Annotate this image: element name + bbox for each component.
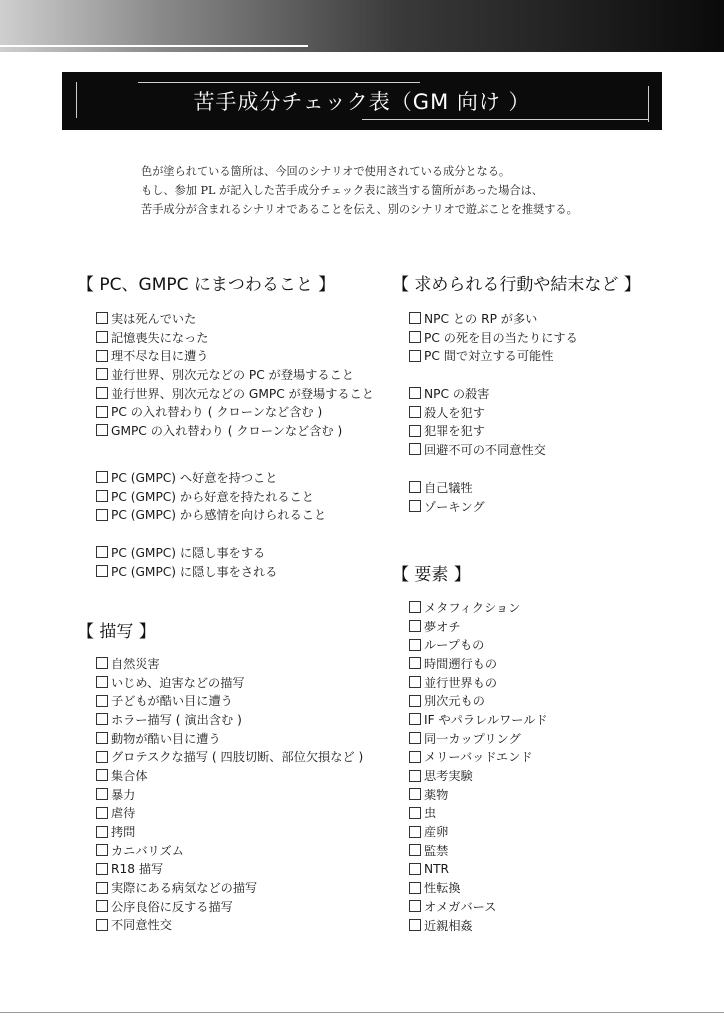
checklist-item[interactable] — [409, 635, 548, 654]
checklist-item[interactable] — [96, 766, 363, 785]
checkbox[interactable] — [96, 676, 108, 688]
title-deco-line — [362, 119, 648, 120]
checklist-item[interactable] — [409, 804, 548, 823]
checkbox[interactable] — [96, 769, 108, 781]
checklist-action — [409, 309, 578, 365]
header-bar — [0, 0, 724, 52]
checklist-item[interactable] — [96, 860, 363, 879]
title-banner — [62, 72, 662, 130]
checkbox[interactable] — [409, 695, 421, 707]
checklist-item-label: PC (GMPC) へ好意を持つこと — [111, 470, 278, 485]
checklist-item[interactable] — [409, 766, 548, 785]
checklist-item-label: NTR — [424, 861, 450, 876]
checklist-item[interactable] — [96, 916, 363, 935]
checklist-item[interactable] — [409, 860, 548, 879]
checklist-item-label: 虫 — [424, 806, 437, 821]
checklist-item-label: 動物が酷い目に遭う — [111, 731, 221, 746]
checklist-item[interactable] — [409, 729, 548, 748]
header-underline — [0, 45, 308, 47]
checklist-item-label: PC (GMPC) から感情を向けられること — [111, 508, 327, 523]
checklist-item-label: NPC との RP が多い — [424, 311, 538, 326]
checklist-item[interactable] — [96, 365, 374, 384]
checklist-item-label: 集合体 — [111, 768, 148, 783]
checklist-pc — [96, 309, 374, 440]
checklist-item-label: 同一カップリング — [424, 731, 521, 746]
checkbox[interactable] — [409, 406, 421, 418]
section-heading-depiction: 【 描写 】 — [77, 622, 156, 642]
checkbox[interactable] — [409, 676, 421, 688]
checklist-item-label: 夢オチ — [424, 619, 461, 634]
title-deco-line — [76, 82, 77, 118]
checklist-item[interactable] — [96, 562, 277, 581]
checklist-item[interactable] — [409, 916, 548, 935]
checklist-item[interactable] — [96, 710, 363, 729]
checklist-item[interactable] — [96, 402, 374, 421]
checklist-item-label: PC の死を目の当たりにする — [424, 330, 578, 345]
checklist-item-label: 思考実験 — [424, 769, 473, 784]
checklist-item-label: PC の入れ替わり ( クローンなど含む ) — [111, 405, 323, 420]
checklist-item-label: 子どもが酷い目に遭う — [111, 694, 233, 709]
checklist-depiction — [96, 654, 363, 934]
checklist-pc-affection — [96, 468, 326, 524]
checkbox[interactable] — [409, 732, 421, 744]
checklist-item-label: 暴力 — [111, 787, 136, 802]
checklist-item[interactable] — [96, 487, 326, 506]
checklist-item[interactable] — [96, 841, 363, 860]
checklist-item-label: 自己犠牲 — [424, 480, 473, 495]
checkbox[interactable] — [409, 443, 421, 455]
checklist-item[interactable] — [96, 543, 277, 562]
checklist-item[interactable] — [409, 328, 578, 347]
checkbox[interactable] — [96, 863, 108, 875]
checklist-item-label: メリーバッドエンド — [424, 750, 533, 765]
checkbox[interactable] — [409, 751, 421, 763]
title-deco-line — [138, 82, 420, 83]
checkbox[interactable] — [409, 826, 421, 838]
checkbox[interactable] — [409, 425, 421, 437]
checkbox[interactable] — [96, 406, 108, 418]
checklist-item-label: 殺人を犯す — [424, 405, 485, 420]
checkbox[interactable] — [96, 565, 108, 577]
checklist-item[interactable] — [409, 598, 548, 617]
checkbox[interactable] — [96, 490, 108, 502]
checkbox[interactable] — [96, 882, 108, 894]
checklist-item[interactable] — [96, 654, 363, 673]
checklist-item-label: 自然災害 — [111, 656, 160, 671]
checklist-item[interactable] — [96, 505, 326, 524]
checkbox[interactable] — [96, 387, 108, 399]
checkbox[interactable] — [409, 863, 421, 875]
checklist-item-label: IF やパラレルワールド — [424, 712, 548, 727]
checkbox[interactable] — [96, 368, 108, 380]
checklist-item[interactable] — [96, 384, 374, 403]
intro-text — [141, 162, 661, 219]
checkbox[interactable] — [96, 807, 108, 819]
checkbox[interactable] — [409, 312, 421, 324]
checklist-action-crime — [409, 384, 546, 459]
checklist-item-label: オメガバース — [424, 899, 497, 914]
checklist-item[interactable] — [409, 346, 578, 365]
checklist-item-label: カニバリズム — [111, 843, 184, 858]
checkbox[interactable] — [96, 350, 108, 362]
checklist-item-label: PC (GMPC) に隠し事をする — [111, 545, 266, 560]
checkbox[interactable] — [96, 312, 108, 324]
checklist-item[interactable] — [409, 384, 546, 403]
checklist-item-label: ゾーキング — [424, 499, 485, 514]
checklist-item-label: 並行世界もの — [424, 675, 498, 690]
checklist-item-label: ループもの — [424, 638, 485, 653]
checklist-item[interactable] — [96, 878, 363, 897]
checklist-item-label: 産卵 — [424, 825, 449, 840]
checkbox[interactable] — [96, 844, 108, 856]
checklist-item-label: 実は死んでいた — [111, 311, 197, 326]
checkbox[interactable] — [96, 509, 108, 521]
checklist-item[interactable] — [96, 785, 363, 804]
section-heading-elements: 【 要素 】 — [392, 565, 471, 585]
checkbox[interactable] — [96, 713, 108, 725]
checklist-item-label: 拷問 — [111, 825, 136, 840]
checkbox[interactable] — [409, 620, 421, 632]
checklist-item[interactable] — [409, 785, 548, 804]
checklist-item[interactable] — [96, 822, 363, 841]
checklist-item-label: 近親相姦 — [424, 918, 473, 933]
checklist-item[interactable] — [409, 822, 548, 841]
checklist-item[interactable] — [409, 440, 546, 459]
checkbox[interactable] — [96, 657, 108, 669]
checkbox[interactable] — [409, 900, 421, 912]
checklist-item[interactable] — [409, 617, 548, 636]
checklist-item[interactable] — [409, 748, 548, 767]
title-deco-line — [648, 86, 649, 122]
checklist-item-label: R18 描写 — [111, 862, 164, 877]
checklist-item-label: GMPC の入れ替わり ( クローンなど含む ) — [111, 423, 343, 438]
checkbox[interactable] — [409, 882, 421, 894]
checklist-item-label: 並行世界、別次元などの GMPC が登場すること — [111, 386, 374, 401]
checklist-item[interactable] — [409, 710, 548, 729]
checkbox[interactable] — [409, 788, 421, 800]
checkbox[interactable] — [409, 387, 421, 399]
checklist-elements — [409, 598, 548, 934]
intro-line: 色が塗られている箇所は、今回のシナリオで使用されている成分となる。 — [141, 165, 511, 178]
checklist-item[interactable] — [409, 841, 548, 860]
checkbox[interactable] — [409, 500, 421, 512]
checklist-pc-secrets — [96, 543, 277, 580]
checklist-item[interactable] — [96, 346, 374, 365]
checklist-item[interactable] — [96, 729, 363, 748]
checkbox[interactable] — [409, 713, 421, 725]
checkbox[interactable] — [96, 424, 108, 436]
checklist-item[interactable] — [96, 328, 374, 347]
checklist-item[interactable] — [409, 403, 546, 422]
checklist-item-label: 虐待 — [111, 806, 136, 821]
checklist-item-label: ホラー描写 ( 演出含む ) — [111, 712, 242, 727]
checklist-item[interactable] — [96, 747, 363, 766]
checkbox[interactable] — [96, 826, 108, 838]
checklist-item-label: PC 間で対立する可能性 — [424, 349, 554, 364]
checklist-item-label: 時間遡行もの — [424, 656, 498, 671]
checkbox[interactable] — [96, 919, 108, 931]
checklist-item-label: PC (GMPC) から好意を持たれること — [111, 489, 314, 504]
checklist-item-label: 別次元もの — [424, 694, 485, 709]
checklist-item-label: いじめ、迫害などの描写 — [111, 675, 245, 690]
checkbox[interactable] — [409, 657, 421, 669]
checklist-item[interactable] — [96, 468, 326, 487]
intro-line: もし、参加 PL が記入した苦手成分チェック表に該当する箇所があった場合は、 — [141, 184, 543, 197]
checklist-item-label: 並行世界、別次元などの PC が登場すること — [111, 367, 354, 382]
checklist-item-label: 薬物 — [424, 787, 449, 802]
checklist-item-label: グロテスクな描写 ( 四肢切断、部位欠損など ) — [111, 750, 364, 765]
checkbox[interactable] — [409, 919, 421, 931]
checklist-item-label: 公序良俗に反する描写 — [111, 899, 233, 914]
checkbox[interactable] — [409, 639, 421, 651]
checkbox[interactable] — [409, 807, 421, 819]
page-title: 苦手成分チェック表（GM 向け ） — [193, 90, 531, 114]
checklist-item[interactable] — [96, 897, 363, 916]
checklist-item-label: 回避不可の不同意性交 — [424, 442, 546, 457]
checklist-item-label: PC (GMPC) に隠し事をされる — [111, 564, 278, 579]
checklist-item[interactable] — [409, 654, 548, 673]
checklist-item-label: 不同意性交 — [111, 918, 172, 933]
checklist-item[interactable] — [96, 309, 374, 328]
checkbox[interactable] — [96, 732, 108, 744]
checkbox[interactable] — [96, 900, 108, 912]
checkbox[interactable] — [409, 331, 421, 343]
section-heading-pc: 【 PC、GMPC にまつわること 】 — [77, 275, 336, 295]
checklist-item[interactable] — [409, 421, 546, 440]
checklist-item[interactable] — [96, 691, 363, 710]
footer-rule — [0, 1012, 724, 1013]
checklist-item[interactable] — [409, 478, 485, 497]
checklist-item-label: NPC の殺害 — [424, 386, 490, 401]
checkbox[interactable] — [409, 844, 421, 856]
checklist-item-label: メタフィクション — [424, 600, 521, 615]
checklist-item[interactable] — [96, 421, 374, 440]
checkbox[interactable] — [409, 350, 421, 362]
checkbox[interactable] — [96, 751, 108, 763]
checklist-item-label: 実際にある病気などの描写 — [111, 881, 258, 896]
checklist-item[interactable] — [409, 897, 548, 916]
checklist-item[interactable] — [409, 497, 485, 516]
checkbox[interactable] — [96, 471, 108, 483]
checklist-item-label: 記憶喪失になった — [111, 330, 209, 345]
checklist-action-sacrifice — [409, 478, 485, 515]
checklist-item[interactable] — [409, 309, 578, 328]
intro-line: 苦手成分が含まれるシナリオであることを伝え、別のシナリオで遊ぶことを推奨する。 — [141, 203, 578, 216]
checkbox[interactable] — [409, 770, 421, 782]
checklist-item[interactable] — [409, 691, 548, 710]
checkbox[interactable] — [96, 788, 108, 800]
checklist-item-label: 犯罪を犯す — [424, 424, 485, 439]
checklist-item-label: 理不尽な目に遭う — [111, 349, 209, 364]
checkbox[interactable] — [96, 331, 108, 343]
checkbox[interactable] — [96, 695, 108, 707]
checklist-item-label: 性転換 — [424, 881, 461, 896]
checklist-item[interactable] — [96, 673, 363, 692]
checkbox[interactable] — [409, 601, 421, 613]
checklist-item[interactable] — [96, 804, 363, 823]
checklist-item[interactable] — [409, 878, 548, 897]
checkbox[interactable] — [409, 481, 421, 493]
checklist-item-label: 監禁 — [424, 843, 449, 858]
checkbox[interactable] — [96, 546, 108, 558]
checklist-item[interactable] — [409, 673, 548, 692]
section-heading-action: 【 求められる行動や結末など 】 — [392, 275, 641, 295]
